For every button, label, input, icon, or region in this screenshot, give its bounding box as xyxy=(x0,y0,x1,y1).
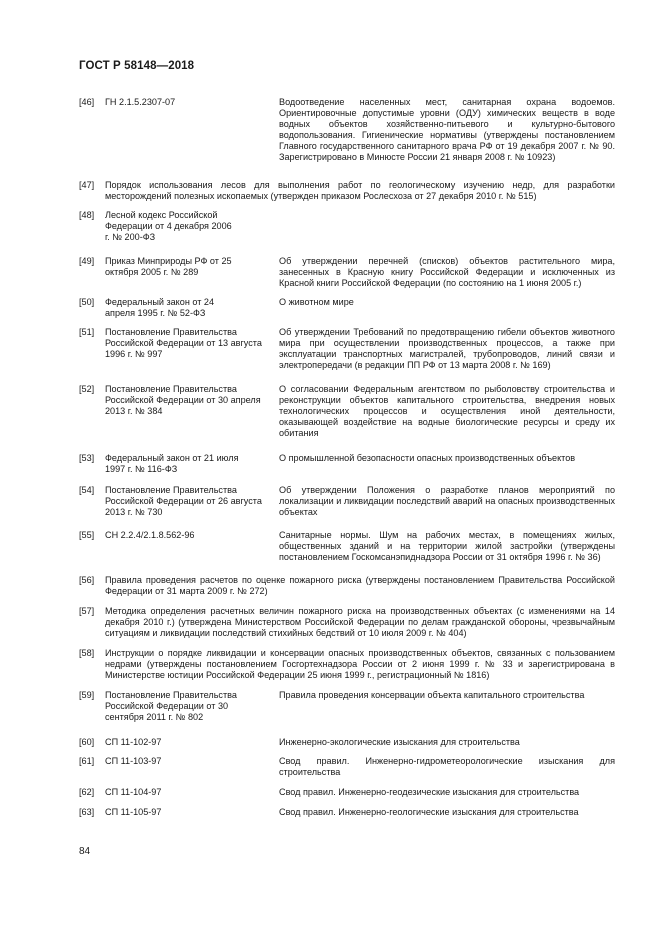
reference-number: [53] xyxy=(79,453,95,463)
reference-source: ГН 2.1.5.2307-07 xyxy=(105,97,176,107)
reference-source: СП 11-105-97 xyxy=(105,807,162,817)
reference-source: Постановление Правительства Российской Федерации от 30 апреля 2013 г. № 384 xyxy=(105,384,261,417)
reference-number: [62] xyxy=(79,787,95,797)
reference-title: Об утверждении перечней (списков) объектов растительного мира, занесенных в Красную книгу Российской Федерации и исключенных из Красной книги Российской Федерации (по состоянию на 1 июня 2005 г.) xyxy=(279,256,615,289)
reference-source: Постановление Правительства Российской Федерации от 30 сентября 2011 г. № 802 xyxy=(105,690,237,723)
reference-title: Водоотведение населенных мест, санитарная охрана водоемов. Ориентировочные допустимые уровни (ОДУ) химических веществ в воде водных объектов хозяйственно-питьевого и культурно-бытового водопользования. Гигиенические нормативы (утверждены постановлением Главного государственного санитарного врача РФ от 19 декабря 2007 г. № 90. Зарегистрировано в Минюсте России 21 января 2008 г. № 10923) xyxy=(279,97,615,163)
reference-title: Правила проведения консервации объекта капитального строительства xyxy=(279,690,585,700)
reference-title: Санитарные нормы. Шум на рабочих местах, в помещениях жилых, общественных зданий и на территории жилой застройки (утверждены постановлением Госкомсанэпиднадзора России от 31 октября 1996 г. № 36) xyxy=(279,530,615,563)
reference-source: Федеральный закон от 21 июля 1997 г. № 116-ФЗ xyxy=(105,453,239,475)
reference-number: [54] xyxy=(79,485,95,495)
reference-number: [55] xyxy=(79,530,95,540)
reference-number: [47] xyxy=(79,180,95,190)
reference-title: Инженерно-экологические изыскания для строительства xyxy=(279,737,520,747)
reference-source: СП 11-103-97 xyxy=(105,756,162,766)
reference-number: [60] xyxy=(79,737,95,747)
reference-number: [49] xyxy=(79,256,95,266)
reference-title: Свод правил. Инженерно-гидрометеорологические изыскания для строительства xyxy=(279,756,615,778)
reference-number: [56] xyxy=(79,575,95,585)
reference-number: [63] xyxy=(79,807,95,817)
reference-text: Порядок использования лесов для выполнения работ по геологическому изучению недр, для разработки месторождений полезных ископаемых (утвержден приказом Рослесхоза от 27 декабря 2010 г. № 515) xyxy=(105,180,615,202)
reference-text: Методика определения расчетных величин пожарного риска на производственных объектах (с изменениями на 14 декабря 2010 г.) (утверждена Министерством Российской Федерации по делам гражданской обороны, чрезвычайным ситуациям и ликвидации последствий стихийных бедствий от 10 июля 2009 г. № 404) xyxy=(105,606,615,639)
reference-number: [51] xyxy=(79,327,95,337)
reference-source: Лесной кодекс Российской Федерации от 4 декабря 2006 г. № 200-ФЗ xyxy=(105,210,232,243)
reference-title: О животном мире xyxy=(279,297,354,307)
reference-number: [57] xyxy=(79,606,95,616)
reference-source: Приказ Минприроды РФ от 25 октября 2005 г. № 289 xyxy=(105,256,232,278)
reference-source: Постановление Правительства Российской Федерации от 13 августа 1996 г. № 997 xyxy=(105,327,262,360)
reference-source: Постановление Правительства Российской Федерации от 26 августа 2013 г. № 730 xyxy=(105,485,262,518)
page-number: 84 xyxy=(79,846,91,857)
reference-number: [59] xyxy=(79,690,95,700)
reference-title: Свод правил. Инженерно-геологические изыскания для строительства xyxy=(279,807,579,817)
reference-title: Свод правил. Инженерно-геодезические изыскания для строительства xyxy=(279,787,580,797)
reference-source: СП 11-102-97 xyxy=(105,737,162,747)
reference-text: Правила проведения расчетов по оценке пожарного риска (утверждены постановлением Правительства Российской Федерации от 31 марта 2009 г. № 272) xyxy=(105,575,615,597)
reference-text: Инструкции о порядке ликвидации и консервации опасных производственных объектов, связанных с пользованием недрами (утверждены постановлением Госгортехнадзора России от 2 июня 1999 г. № 33 и зарегистрирована в Министерстве юстиции Российской Федерации 25 июня 1999 г., регистрационный № 1816) xyxy=(105,648,615,681)
reference-number: [48] xyxy=(79,210,95,220)
reference-number: [50] xyxy=(79,297,95,307)
reference-source: Федеральный закон от 24 апреля 1995 г. № 52-ФЗ xyxy=(105,297,215,319)
reference-source: СН 2.2.4/2.1.8.562-96 xyxy=(105,530,195,540)
document-header: ГОСТ Р 58148—2018 xyxy=(79,60,195,72)
reference-number: [58] xyxy=(79,648,95,658)
reference-title: Об утверждении Положения о разработке планов мероприятий по локализации и ликвидации последствий аварий на опасных производственных объектах xyxy=(279,485,615,518)
reference-source: СП 11-104-97 xyxy=(105,787,162,797)
reference-title: О согласовании Федеральным агентством по рыболовству строительства и реконструкции объектов капитального строительства, внедрения новых технологических процессов и осуществления иной деятельности, оказывающей воздействие на водные биологические ресурсы и среду их обитания xyxy=(279,384,615,439)
reference-title: Об утверждении Требований по предотвращению гибели объектов животного мира при осуществлении производственных процессов, а также при эксплуатации транспортных магистралей, трубопроводов, линий связи и электропередачи (в редакции ПП РФ от 13 марта 2008 г. № 169) xyxy=(279,327,615,371)
reference-number: [46] xyxy=(79,97,95,107)
reference-number: [61] xyxy=(79,756,95,766)
reference-number: [52] xyxy=(79,384,95,394)
reference-title: О промышленной безопасности опасных производственных объектов xyxy=(279,453,576,463)
